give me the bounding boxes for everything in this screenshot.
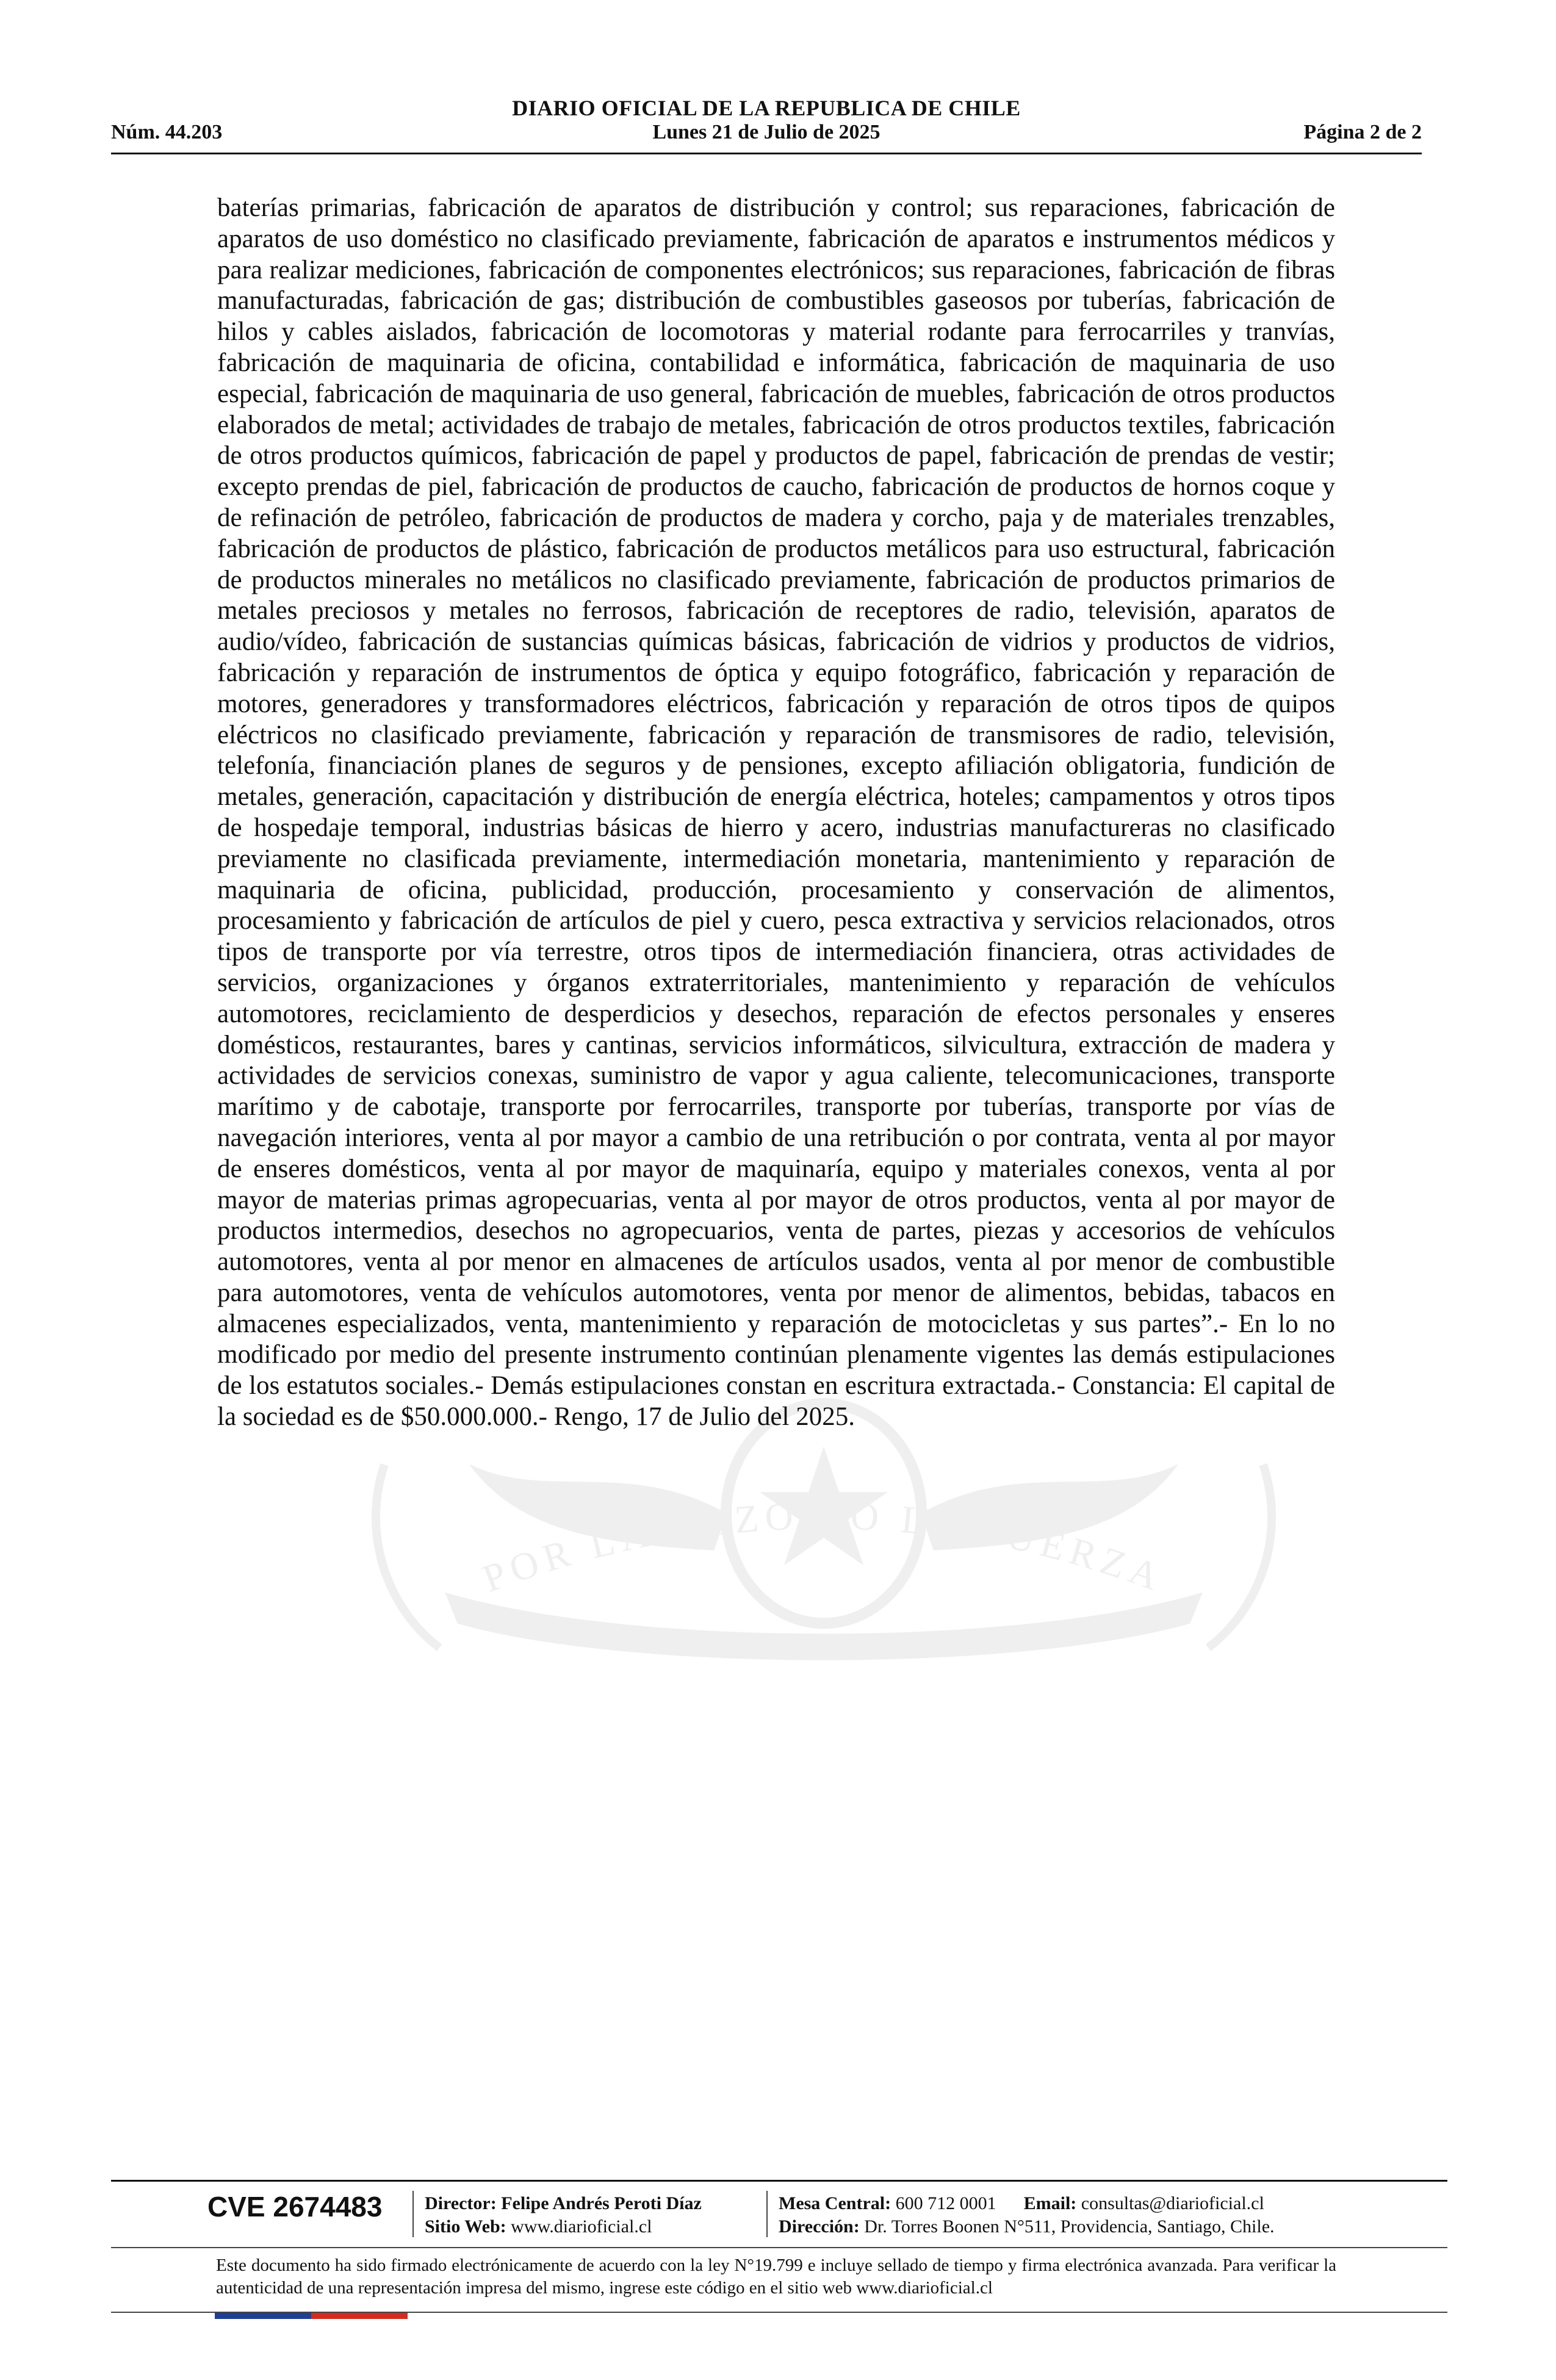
address-value: Dr. Torres Boonen N°511, Providencia, Santiago, Chile. (864, 2216, 1275, 2237)
email-label: Email: (1023, 2193, 1077, 2213)
issue-number: Núm. 44.203 (111, 121, 223, 143)
footer-director-block (425, 2192, 702, 2238)
phone-label: Mesa Central: (779, 2193, 891, 2213)
flag-red-segment (311, 2313, 408, 2319)
phone-value: 600 712 0001 (895, 2193, 996, 2213)
footer-separator-1 (412, 2191, 414, 2237)
footer-separator-2 (766, 2191, 768, 2237)
site-link[interactable]: www.diarioficial.cl (511, 2216, 652, 2237)
director-line (425, 2192, 702, 2215)
flag-blue-segment (215, 2313, 311, 2319)
site-label: Sitio Web: (425, 2216, 506, 2237)
director-label: Director: (425, 2193, 497, 2213)
footer-contact-block (779, 2192, 1275, 2238)
coat-of-arms-watermark (287, 1391, 1361, 1684)
cve-code: CVE 2674483 (207, 2191, 383, 2223)
legal-notice: Este documento ha sido firmado electrónicamente de acuerdo con la ley N°19.799 e incluye sellado de tiempo y firma electrónica avanzada. Para verificar la autenticidad de una representación impresa del mismo, ingrese este código en el sitio web www.diarioficial.cl (216, 2256, 1336, 2298)
page-header (111, 92, 1422, 159)
footer-divider-top (111, 2180, 1447, 2182)
flag-color-strip (215, 2313, 408, 2319)
header-divider (111, 153, 1422, 154)
footer-divider-middle (111, 2247, 1447, 2248)
newspaper-title: DIARIO OFICIAL DE LA REPUBLICA DE CHILE (512, 96, 1021, 120)
document-body-paragraph: baterías primarias, fabricación de aparatos de distribución y control; sus reparaciones, fabricación de aparatos de uso doméstico no clasificado previamente, fabricación de aparatos e instrumentos médicos y para realizar mediciones, fabricación de componentes electrónicos; sus reparaciones, fabricación de fibras manufacturadas, fabricación de gas; distribución de combustibles gaseosos por tuberías, fabricación de hilos y cables aislados, fabricación de locomotoras y material rodante para ferrocarriles y tranvías, fabricación de maquinaria de oficina, contabilidad e informática, fabricación de maquinaria de uso especial, fabricación de maquinaria de uso general, fabricación de muebles, fabricación de otros productos elaborados de metal; actividades de trabajo de metales, fabricación de otros productos textiles, fabricación de otros productos químicos, fabricación de papel y productos de papel, fabricación de prendas de vestir; excepto prendas de piel, fabricación de productos de caucho, fabricación de productos de hornos coque y de refinación de petróleo, fabricación de productos de madera y corcho, paja y de materiales trenzables, fabricación de productos de plástico, fabricación de productos metálicos para uso estructural, fabricación de productos minerales no metálicos no clasificado previamente, fabricación de productos primarios de metales preciosos y metales no ferrosos, fabricación de receptores de radio, televisión, aparatos de audio/vídeo, fabricación de sustancias químicas básicas, fabricación de vidrios y productos de vidrios, fabricación y reparación de instrumentos de óptica y equipo fotográfico, fabricación y reparación de motores, generadores y transformadores eléctricos, fabricación y reparación de otros tipos de quipos eléctricos no clasificado previamente, fabricación y reparación de transmisores de radio, televisión, telefonía, financiación planes de seguros y de pensiones, excepto afiliación obligatoria, fundición de metales, generación, capacitación y distribución de energía eléctrica, hoteles; campamentos y otros tipos de hospedaje temporal, industrias básicas de hierro y acero, industrias manufactureras no clasificado previamente no clasificada previamente, intermediación monetaria, mantenimiento y reparación de maquinaria de oficina, publicidad, producción, procesamiento y conservación de alimentos, procesamiento y fabricación de artículos de piel y cuero, pesca extractiva y servicios relacionados, otros tipos de transporte por vía terrestre, otros tipos de intermediación financiera, otras actividades de servicios, organizaciones y órganos extraterritoriales, mantenimiento y reparación de vehículos automotores, reciclamiento de desperdicios y desechos, reparación de efectos personales y enseres domésticos, restaurantes, bares y cantinas, servicios informáticos, silvicultura, extracción de madera y actividades de servicios conexas, suministro de vapor y agua caliente, telecomunicaciones, transporte marítimo y de cabotaje, transporte por ferrocarriles, transporte por tuberías, transporte por vías de navegación interiores, venta al por mayor a cambio de una retribución o por contrata, venta al por mayor de enseres domésticos, venta al por mayor de maquinaría, equipo y materiales conexos, venta al por mayor de materias primas agropecuarias, venta al por mayor de otros productos, venta al por mayor de productos intermedios, desechos no agropecuarios, venta de partes, piezas y accesorios de vehículos automotores, venta al por menor en almacenes de artículos usados, venta al por menor de combustible para automotores, venta de vehículos automotores, venta por menor de alimentos, bebidas, tabacos en almacenes especializados, venta, mantenimiento y reparación de motocicletas y sus partes”.- En lo no modificado por medio del presente instrumento continúan plenamente vigentes las demás estipulaciones de los estatutos sociales.- Demás estipulaciones constan en escritura extractada.- Constancia: El capital de la sociedad es de $50.000.000.- Rengo, 17 de Julio del 2025. (217, 193, 1335, 1432)
header-meta-row (111, 121, 1422, 149)
email-link[interactable]: consultas@diarioficial.cl (1081, 2193, 1264, 2213)
issue-date: Lunes 21 de Julio de 2025 (652, 121, 881, 143)
address-line (779, 2215, 1275, 2238)
site-line (425, 2215, 702, 2238)
page-indicator: Página 2 de 2 (1303, 121, 1422, 143)
coat-of-arms-motto: POR LA RAZON O LA FUERZA (477, 1493, 1171, 1601)
address-label: Dirección: (779, 2216, 860, 2237)
director-name: Felipe Andrés Peroti Díaz (501, 2193, 702, 2213)
contact-line (779, 2192, 1275, 2215)
